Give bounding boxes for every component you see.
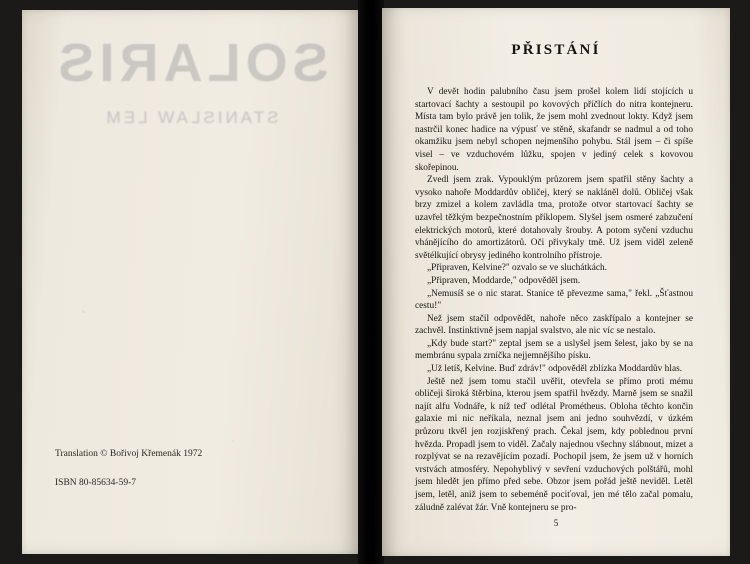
paragraph: V devět hodin palubního času jsem prošel kolem lidí stojících u startovací šachty a sestoupil po kovových příčlích do nitra kontejneru. Místa tam bylo právě jen tolik, že jsem mohl zvednout lokty. Když jsem nastrčil konec hadice na výpusť ve stěně, skafandr se nadmul a od toho okamžiku jsem nebyl schopen nejmenšího pohybu. Stál jsem – či spíše visel – ve vzduchovém lůžku, spojen v jediný celek s kovovou skořepinou.: [415, 87, 693, 173]
paragraph: „Nemusíš se o nic starat. Stanice tě převezme sama," řekl. „Šťastnou cestu!": [415, 288, 693, 312]
body-text: [415, 86, 693, 514]
paper-speck: [232, 440, 234, 442]
paragraph: „Připraven, Kelvine?" ozvalo se ve sluchátkách.: [427, 263, 608, 274]
colophon: [55, 445, 202, 492]
paragraph: Ještě než jsem tomu stačil uvěřit, otevřela se přímo proti mému obličeji široká štěrbina, kterou jsem spatřil hvězdy. Marně jsem se snažil najít alfu Vodnáře, k níž teď odlétal Prométheus. Obloha těchto končin galaxie mi nic neříkala, neznal jsem ani jedno souhvězdí, v úzkém průzoru tkvěl jen rozjiskřený prach. Čekal jsem, kdy poblednou první hvězda. Propadl jsem to viděl. Začaly najednou všechny slábnout, mizet a rozplývat se na rezavějícím pozadí. Pochopil jsem, že jsem už v horních vrstvách atmosféry. Nepohyblivý v sevření vzduchových polštářů, mohl jsem hledět jen přímo před sebe. Obzor jsem pořád ještě neviděl. Letěl jsem, letěl, aniž jsem to sebeméně pociťoval, jen mé tělo začal pomalu, záludně zalévat žár. Vně kontejneru se pro-: [415, 376, 693, 513]
paragraph: „Už letíš, Kelvine. Buď zdráv!" odpověděl zblízka Moddardův hlas.: [427, 364, 683, 375]
paper-speck: [82, 310, 85, 313]
isbn-line: ISBN 80-85634-59-7: [55, 477, 137, 488]
translation-credit: Translation © Bořivoj Křemenák 1972: [55, 448, 203, 459]
chapter-title: PŘISTÁNÍ: [511, 42, 601, 58]
showthrough-author: STANISLAW LEM: [103, 108, 279, 127]
paragraph: „Připraven, Moddarde," odpověděl jsem.: [427, 275, 581, 286]
page-number: 5: [553, 518, 559, 528]
showthrough-title: SOLARIS: [53, 33, 329, 93]
right-page: [382, 8, 730, 556]
left-page: [22, 10, 360, 554]
paragraph: Než jsem stačil odpovědět, nahoře něco zaskřípalo a kontejner se zachvěl. Instinktivně jsem napjal svalstvo, ale nic víc se nestalo.: [415, 313, 693, 337]
cover-showthrough: [22, 10, 360, 128]
paragraph: Zvedl jsem zrak. Vypouklým průzorem jsem spatřil stěny šachty a vysoko nahoře Moddardův obličej, který se nakláněl dolů. Obličej však brzy zmizel a kolem zavládla tma, protože otvor startovací šachty se uzavřel těžkým bezpečnostním příklopem. Slyšel jsem osmeré zabzučení elektrických motorů, které dotahovaly šrouby. A potom syčení vzduchu vhánějícího do amortizátorů. Oči přivykaly tmě. Už jsem viděl zeleně světélkující obrysy jediného kontrolního přístroje.: [415, 175, 693, 261]
paragraph: „Kdy bude start?" zeptal jsem se a uslyšel jsem šelest, jako by se na membránu sypala zrníčka nejjemnějšího písku.: [415, 338, 693, 362]
book-gutter: [358, 0, 384, 564]
